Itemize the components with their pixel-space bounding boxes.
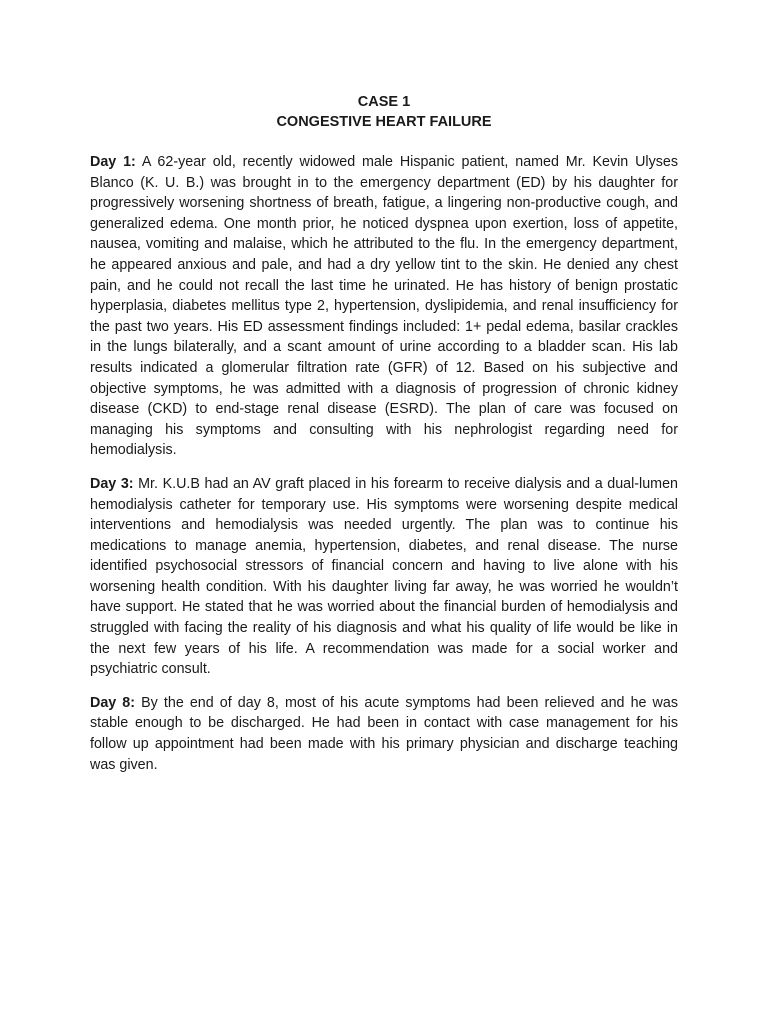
case-title: CONGESTIVE HEART FAILURE <box>276 114 492 130</box>
document-page <box>90 92 678 788</box>
day-1-paragraph <box>90 152 678 461</box>
day-3-label: Day 3: <box>90 475 134 492</box>
day-8-label: Day 8: <box>90 694 136 711</box>
day-1-label: Day 1: <box>90 154 136 170</box>
day-3-paragraph <box>90 474 678 680</box>
case-heading <box>90 92 678 132</box>
day-3-text: Mr. K.U.B had an AV graft placed in his forearm to receive dialysis and a dual-lumen hemodialysis catheter for temporary use. His symptoms were worsening despite medical interventions and hemodialysis was needed urgently. The plan was to continue his medications to manage anemia, hypertension, diabetes, and renal disease. The nurse identified psychosocial stressors of financial concern and having to live alone with his worsening health condition. With his daughter living far away, he was worried he wouldn’t have support. He stated that he was worried about the financial burden of hemodialysis and struggled with facing the reality of his diagnosis and what his quality of life would be like in the next few years of his life. A recommendation was made for a social worker and psychiatric consult. <box>90 475 678 678</box>
day-8-paragraph <box>90 693 678 775</box>
day-1-text: A 62-year old, recently widowed male Hispanic patient, named Mr. Kevin Ulyses Blanco (K. U. B.) was brought in to the emergency department (ED) by his daughter for progressively worsening shortness of breath, fatigue, a lingering non-productive cough, and generalized edema. One month prior, he noticed dyspnea upon exertion, loss of appetite, nausea, vomiting and malaise, which he attributed to the flu. In the emergency department, he appeared anxious and pale, and had a dry yellow tint to the skin. He denied any chest pain, and he could not recall the last time he urinated. He has history of benign prostatic hyperplasia, diabetes mellitus type 2, hypertension, dyslipidemia, and renal insufficiency for the past two years. His ED assessment findings included: 1+ pedal edema, basilar crackles in the lungs bilaterally, and a scant amount of urine according to a bladder scan. His lab results indicated a glomerular filtration rate (GFR) of 12. Based on his subjective and objective symptoms, he was admitted with a diagnosis of progression of chronic kidney disease (CKD) to end-stage renal disease (ESRD). The plan of care was focused on managing his symptoms and consulting with his nephrologist regarding need for hemodialysis. <box>90 154 678 459</box>
case-number: CASE 1 <box>357 94 411 110</box>
day-8-text: By the end of day 8, most of his acute symptoms had been relieved and he was stable enough to be discharged. He had been in contact with case management for his follow up appointment had been made with his primary physician and discharge teaching was given. <box>90 694 678 773</box>
